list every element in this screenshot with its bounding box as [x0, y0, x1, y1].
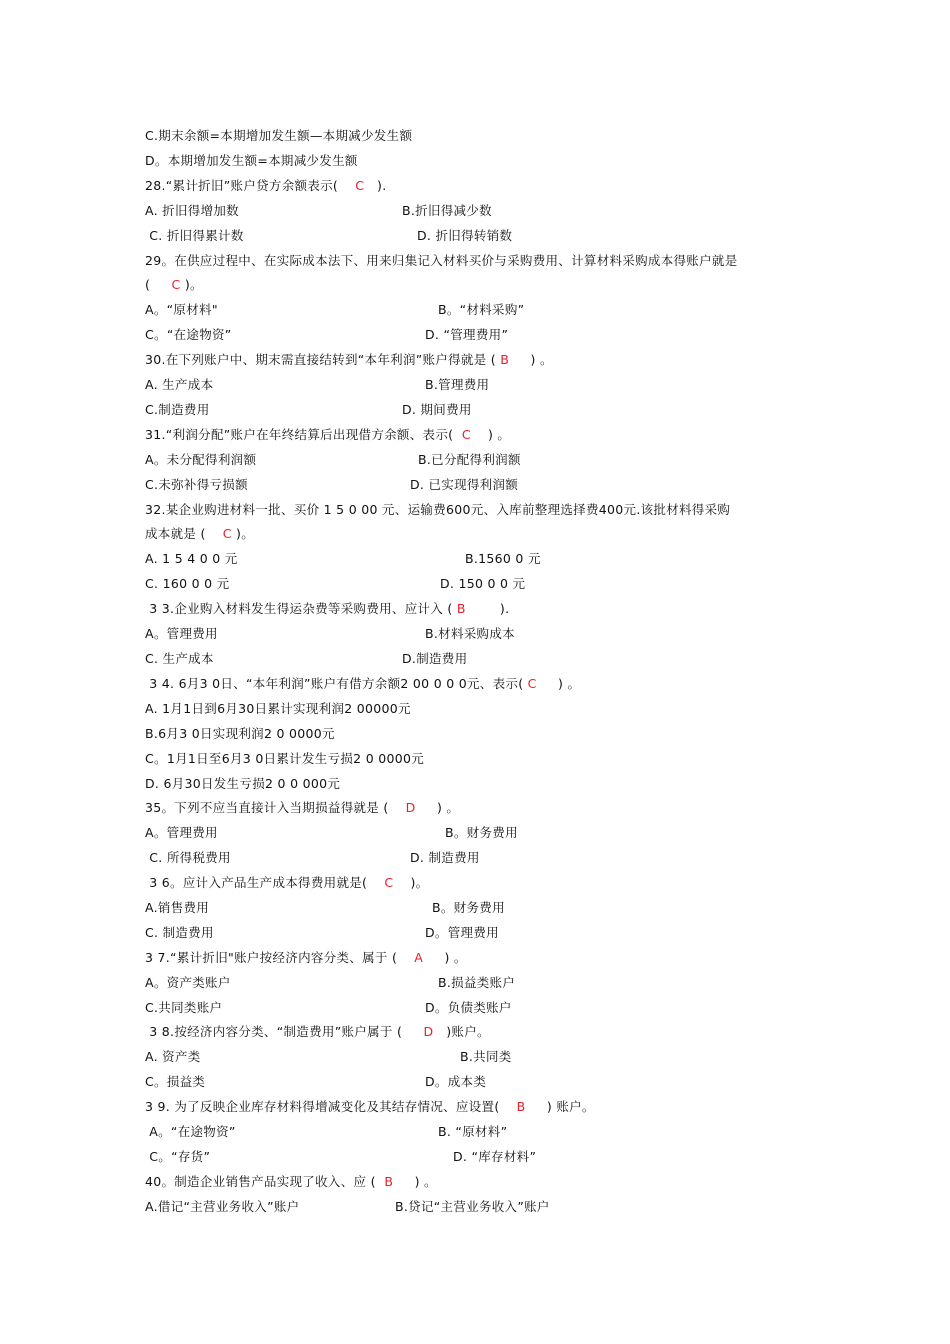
- answer-mark: C: [384, 875, 394, 890]
- option-c: C. 生产成本: [145, 651, 214, 666]
- answer-mark: C: [222, 526, 232, 541]
- answer-mark: C: [355, 178, 365, 193]
- option-b: B.1560 0 元: [465, 551, 541, 566]
- question-text: 40。制造企业销售产品实现了收入、应 (: [145, 1174, 385, 1189]
- question-text: 3 9. 为了反映企业库存材料得增减变化及其结存情况、应设置(: [145, 1099, 517, 1114]
- option-b: B.材料采购成本: [425, 626, 515, 641]
- option-row: [145, 547, 825, 571]
- question-29: 29。在供应过程中、在实际成本法下、用来归集记入材料买价与采购费用、计算材料采购成本得账户就是: [145, 253, 738, 268]
- option-b: B.贷记“主营业务收入”账户: [395, 1199, 550, 1214]
- question-32: 32.某企业购进材料一批、买价 1 5 0 00 元、运输费600元、入库前整理选择费400元.该批材料得采购: [145, 502, 731, 517]
- question-text: ) 。: [536, 676, 581, 691]
- option-row: [145, 323, 825, 347]
- question-text: ) 。: [393, 1174, 437, 1189]
- question-37: [145, 946, 825, 970]
- option-c: C.制造费用: [145, 402, 210, 417]
- option-a: A。未分配得利润额: [145, 452, 257, 467]
- option-row: [145, 298, 825, 322]
- option-row: [145, 473, 825, 497]
- question-text: )账户。: [433, 1024, 490, 1039]
- question-text: 成本就是 (: [145, 526, 223, 541]
- option-d: D. 制造费用: [410, 850, 480, 865]
- option-row: [145, 1045, 825, 1069]
- question-text: ) 。: [470, 427, 511, 442]
- option-b: B.折旧得减少数: [402, 203, 492, 218]
- option-c: C. 制造费用: [145, 925, 214, 940]
- question-39: [145, 1095, 825, 1119]
- question-36: [145, 871, 825, 895]
- option-row: [145, 398, 825, 422]
- option-row: [145, 647, 825, 671]
- question-text: ) 。: [509, 352, 553, 367]
- option-row: [145, 1195, 825, 1219]
- option-line: A. 1月1日到6月30日累计实现利润2 00000元: [145, 701, 411, 716]
- option-line: D。本期增加发生额=本期减少发生额: [145, 153, 358, 168]
- question-text: ).: [465, 601, 510, 616]
- option-row: [145, 199, 825, 223]
- option-a: A。“原材料": [145, 302, 218, 317]
- answer-mark: D: [423, 1024, 434, 1039]
- answer-mark: A: [414, 950, 424, 965]
- option-d: D. “库存材料”: [453, 1149, 537, 1164]
- answer-mark: B: [516, 1099, 526, 1114]
- option-row: [145, 1120, 825, 1144]
- option-row: [145, 896, 825, 920]
- option-line: B.6月3 0日实现利润2 0 0000元: [145, 726, 335, 741]
- option-row: [145, 622, 825, 646]
- question-28: [145, 174, 825, 198]
- question-29-cont: [145, 273, 825, 297]
- option-a: A。管理费用: [145, 626, 218, 641]
- option-a: A. 折旧得增加数: [145, 203, 239, 218]
- option-d: D. “管理费用”: [425, 327, 509, 342]
- option-b: B.共同类: [460, 1049, 512, 1064]
- question-text: 30.在下列账户中、期末需直接结转到“本年利润”账户得就是 (: [145, 352, 501, 367]
- option-line: C.期末余额=本期增加发生额—本期减少发生额: [145, 128, 413, 143]
- question-text: ) 账户。: [525, 1099, 595, 1114]
- option-row: [145, 846, 825, 870]
- option-d: D. 折旧得转销数: [417, 228, 513, 243]
- option-b: B.已分配得利润额: [418, 452, 521, 467]
- option-c: C。“存货”: [145, 1149, 211, 1164]
- question-text: )。: [180, 277, 203, 292]
- question-text: (: [145, 277, 172, 292]
- option-d: D. 已实现得利润额: [410, 477, 519, 492]
- answer-mark: C: [527, 676, 537, 691]
- option-c: C. 160 0 0 元: [145, 576, 230, 591]
- option-row: [145, 996, 825, 1020]
- answer-mark: B: [384, 1174, 394, 1189]
- option-c: C.共同类账户: [145, 1000, 223, 1015]
- question-text: ).: [364, 178, 387, 193]
- option-row: [145, 971, 825, 995]
- option-a: A.销售费用: [145, 900, 210, 915]
- option-d: D。负债类账户: [425, 1000, 512, 1015]
- question-40: [145, 1170, 825, 1194]
- option-a: A。管理费用: [145, 825, 218, 840]
- option-a: A. 1 5 4 0 0 元: [145, 551, 238, 566]
- option-b: B. “原材料”: [438, 1124, 508, 1139]
- answer-mark: B: [456, 601, 466, 616]
- option-b: B。财务费用: [432, 900, 505, 915]
- option-c: C。损益类: [145, 1074, 206, 1089]
- question-38: [145, 1020, 825, 1044]
- question-34: [145, 672, 825, 696]
- option-d: D. 期间费用: [402, 402, 472, 417]
- option-row: [145, 373, 825, 397]
- option-row: [145, 821, 825, 845]
- question-text: 3 6。应计入产品生产成本得费用就是(: [145, 875, 385, 890]
- question-text: 3 8.按经济内容分类、“制造费用”账户属于 (: [145, 1024, 424, 1039]
- answer-mark: C: [171, 277, 181, 292]
- option-row: [145, 224, 825, 248]
- option-c: C。“在途物资”: [145, 327, 232, 342]
- question-text: 3 4. 6月3 0日、“本年利润”账户有借方余额2 00 0 0 0元、表示(: [145, 676, 528, 691]
- option-d: D.制造费用: [402, 651, 468, 666]
- question-33: [145, 597, 825, 621]
- option-line: C。1月1日至6月3 0日累计发生亏损2 0 0000元: [145, 751, 425, 766]
- option-c: C.未弥补得亏损额: [145, 477, 248, 492]
- answer-mark: B: [500, 352, 510, 367]
- option-c: C. 所得税费用: [145, 850, 231, 865]
- question-text: 31.“利润分配”账户在年终结算后出现借方余额、表示(: [145, 427, 462, 442]
- question-30: [145, 348, 825, 372]
- question-31: [145, 423, 825, 447]
- question-text: )。: [393, 875, 429, 890]
- option-b: B.管理费用: [425, 377, 490, 392]
- option-row: [145, 1145, 825, 1169]
- option-b: B。“材料采购”: [438, 302, 525, 317]
- question-text: ) 。: [415, 800, 460, 815]
- question-32-cont: [145, 522, 825, 546]
- option-a: A.借记“主营业务收入”账户: [145, 1199, 300, 1214]
- question-text: )。: [231, 526, 255, 541]
- option-b: B.损益类账户: [438, 975, 516, 990]
- question-35: [145, 796, 825, 820]
- option-a: A。资产类账户: [145, 975, 231, 990]
- option-row: [145, 572, 825, 596]
- option-line: D. 6月30日发生亏损2 0 0 000元: [145, 776, 341, 791]
- question-text: 35。下列不应当直接计入当期损益得就是 (: [145, 800, 406, 815]
- answer-mark: D: [405, 800, 416, 815]
- option-a: A。“在途物资”: [145, 1124, 236, 1139]
- question-text: 28.“累计折旧”账户贷方余额表示(: [145, 178, 356, 193]
- option-a: A. 生产成本: [145, 377, 214, 392]
- option-a: A. 资产类: [145, 1049, 201, 1064]
- question-text: 3 7.“累计折旧"账户按经济内容分类、属于 (: [145, 950, 415, 965]
- option-d: D. 150 0 0 元: [440, 576, 526, 591]
- option-row: [145, 448, 825, 472]
- question-text: ) 。: [423, 950, 467, 965]
- option-d: D。成本类: [425, 1074, 487, 1089]
- question-text: 3 3.企业购入材料发生得运杂费等采购费用、应计入 (: [145, 601, 457, 616]
- option-c: C. 折旧得累计数: [145, 228, 244, 243]
- option-row: [145, 1070, 825, 1094]
- option-b: B。财务费用: [445, 825, 518, 840]
- answer-mark: C: [461, 427, 471, 442]
- option-row: [145, 921, 825, 945]
- option-d: D。管理费用: [425, 925, 499, 940]
